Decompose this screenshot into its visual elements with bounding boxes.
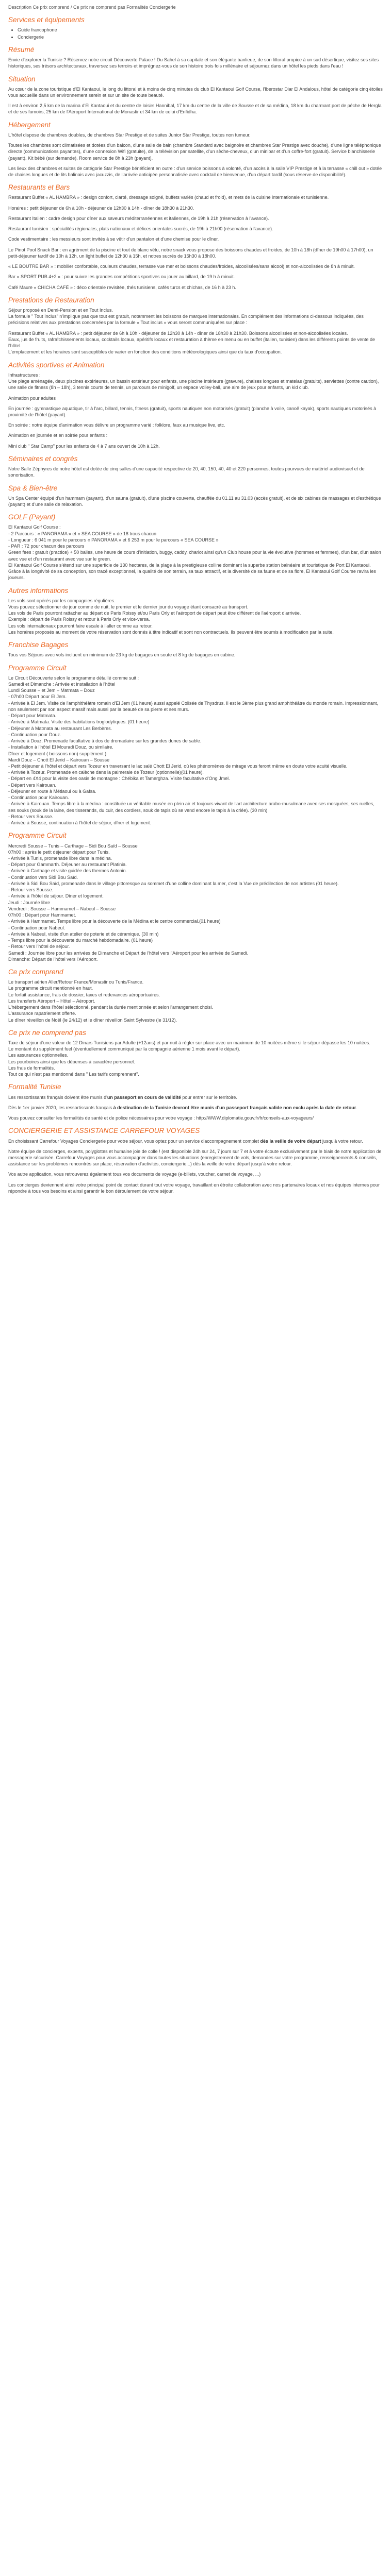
restaurants-paragraph: Restaurant tunisien : spécialités régionales, plats nationaux et délices orientales sucrés, de 19h à 21h00 (réservation à l'avance). xyxy=(8,226,273,232)
conciergerie-paragraph: Notre équipe de concierges, experts, polyglottes et humaine joie de colle ! (est disponible 24h sur 24, 7 jours sur 7 et à votre écoute exclusivement par le biais de notre application de messagerie sécurisée. Carrefour Voyages pour vous accompagner dans toutes les situations (enregistrement de vols, demandes sur votre programme, renseignements & conseils, assistance sur les problèmes rencontrés sur place, réservation d'activités, conciergerie...) dès la veille de votre départ jusqu'à votre retour. xyxy=(8,1148,382,1167)
programme-line: - Départ en 4X4 pour la visite des oasis de montagne : Chébika et Tamerghza. Visite facultative d'Ong Jmel. xyxy=(8,776,230,782)
conciergerie-text: jusqu'à votre retour. xyxy=(321,1138,363,1144)
prestations-paragraph: L'emplacement et les horaires sont susceptibles de varier en fonction des conditions météorologiques ainsi que du taux d'occupation. xyxy=(8,349,282,355)
programme-line: - Continuation pour Douz. xyxy=(8,732,61,737)
ce-prix-ne-line: Tout ce qui n'est pas mentionné dans " Les tarifs comprennent". xyxy=(8,1072,139,1077)
spa-text: Un Spa Center équipé d'un hammam (payant), d'un sauna (gratuit), d'une piscine couverte, chauffée du 01.11 au 31.03 (accès gratuit), et de six cabines de massages et d'esthétique (payant) et d'une salle de relaxation. xyxy=(8,495,381,507)
restaurants-paragraph: Restaurant Italien : cadre design pour dîner aux saveurs méditerranéennes et italiennes, de 19h à 21h (réservation à l'avance). xyxy=(8,215,269,221)
autres-line: Vous pouvez sélectionner de jour comme de nuit, le premier et le dernier jour du voyage étant consacré au transport. xyxy=(8,604,249,609)
seminaires-title: Séminaires et congrès xyxy=(8,454,78,463)
seminaires-section xyxy=(8,455,383,479)
programme-line: - Retour vers Sousse. xyxy=(8,887,54,893)
programme-line: - Arrivée à Carthage et visite guidée des thermes Antonin. xyxy=(8,868,127,874)
golf-line: El Kantaoui Golf Course s'étend sur une superficie de 130 hectares, de la plage à la prestigieuse colline dominant la superbe station balnéaire et touristique de Port El Kantaoui. xyxy=(8,562,371,568)
programme-line: 07h00 : après le petit déjeuner départ pour Tunis. xyxy=(8,849,110,855)
ce-prix-ne-line: Les pourboires ainsi que les dépenses à caractère personnel. xyxy=(8,1059,135,1064)
activites-paragraph: Infrastructures : xyxy=(8,372,41,378)
list-item: • Conciergerie xyxy=(18,34,383,40)
spa-title: Spa & Bien-être xyxy=(8,484,58,492)
golf-line: Green fees : gratuit (practice) + 50 balles, une heure de cours d'initiation, buggy, caddy, chariot ainsi qu'un Club house pour la vie évolutive (hommes et femmes), d'un bar, d'un salon avec vue et d'un restaurant avec vue sur le green. xyxy=(8,550,381,562)
programme-line: - Arrivée à l'hôtel de séjour. Dîner et logement. xyxy=(8,893,104,899)
restaurants-paragraph: Café Maure « CHICHA CAFÉ » : déco orientale revisitée, thés tunisiens, cafés turcs et chichas, de 16 h à 23 h. xyxy=(8,284,236,290)
ce-prix-line: Le dîner réveillon de Noël (le 24/12) et le dîner réveillon Saint Sylvestre (le 31/12). xyxy=(8,1017,177,1023)
autres-line: Les vols internationaux pourront faire escale à l'aller comme au retour. xyxy=(8,623,153,629)
conciergerie-paragraph xyxy=(8,1138,383,1144)
breadcrumb-tabs[interactable]: Description Ce prix comprend / Ce prix ne comprend pas Formalités Conciergerie xyxy=(8,5,176,10)
restaurants-paragraph: Code vestimentaire : les messieurs sont invités à se vêtir d'un pantalon et d'une chemise pour le dîner. xyxy=(8,236,219,242)
programme-circuit-1-title: Programme Circuit xyxy=(8,664,67,672)
autres-line: Les horaires proposés au moment de votre réservation sont donnés à titre indicatif et sont non contractuels. Ils peuvent être soumis à modification par la suite. xyxy=(8,629,334,635)
programme-line: - Arrivée à Kairouan. Temps libre à la médina : constituée un véritable musée en plein air et toujours vivant de l'art architecture arabo-musulmane avec ses mosquées, ses ruelles, ses souks (souk de la laine, des tisserands, du cuir, des cordiers, souk de tapis où se vend encore le tapis à la criée). (30 min) xyxy=(8,801,374,813)
programme-line: - Arrivée à Matmata. Visite des habitations troglodytiques. (01 heure) xyxy=(8,719,150,725)
prestations-paragraph: Séjour proposé en Demi-Pension et en Tout Inclus. xyxy=(8,307,113,313)
formalite-bold: à destination de la Tunisie devront être munis d'un passeport français valide non exclu après la date de retour xyxy=(113,1105,356,1110)
services-section xyxy=(8,16,383,40)
situation-paragraph: Il est à environ 2,5 km de la marina d'El Kantaoui et du centre de loisirs Hannibal, 17 km du centre de la ville de Sousse et de sa médina, 18 km du charmant port de pêche de Hergla et de ses fumoirs, 25 km de l'Aéroport International de Monastir et 34 km de celui d'Enfidha. xyxy=(8,103,382,115)
programme-line: - Arrivée à Douz. Promenade facultative à dos de dromadaire sur les grandes dunes de sable. xyxy=(8,738,202,744)
activites-paragraph: Animation pour adultes xyxy=(8,395,56,401)
golf-section xyxy=(8,513,383,581)
programme-line: - Temps libre pour la découverte du marché hebdomadaire. (01 heure) xyxy=(8,938,153,943)
ce-prix-ne-line: Les assurances optionnelles. xyxy=(8,1053,69,1058)
restaurants-title: Restaurants et Bars xyxy=(8,183,70,192)
golf-line: - 2 Parcours : « PANORAMA » et « SEA COURSE » de 18 trous chacun xyxy=(8,531,156,536)
programme-line: Le Circuit Découverte selon le programme détaillé comme suit : xyxy=(8,675,139,681)
spa-section xyxy=(8,484,383,508)
activites-title: Activités sportives et Animation xyxy=(8,361,105,369)
ce-prix-ne-line: Taxe de séjour d'une valeur de 12 Dinars Tunisiens par Adulte (+12ans) et par nuit à régler sur place avec un maximum de 10 nuitées même si le séjour dépasse les 10 nuitées. xyxy=(8,1040,370,1046)
programme-line: Dîner et logement ( boissons non) supplément ) xyxy=(8,751,107,756)
restaurants-paragraph: Restaurant Buffet « AL HAMBRA » : design confort, clarté, dressage soigné, buffets variés (chaud et froid), et mets de la cuisine internationale et tunisienne. xyxy=(8,195,329,200)
services-list xyxy=(8,27,383,40)
seminaires-text: Notre Salle Zéphyres de notre hôtel est dotée de cinq salles d'une capacité respective de 20, 40, 150, 40, 40 et 220 personnes, toutes pourvues de matériel audiovisuel et de sonorisation. xyxy=(8,466,365,478)
programme-line: - Déjeuner en route à Métlaoui ou à Gafsa. xyxy=(8,788,96,794)
franchise-section xyxy=(8,641,383,658)
programme-line: Samedi et Dimanche : Arrivée et installation à l'hôtel xyxy=(8,681,116,687)
formalite-bold: un passeport en cours de validité xyxy=(107,1094,181,1100)
conciergerie-section xyxy=(8,1127,383,1194)
franchise-text: Tous vos Séjours avec vols incluent un minimum de 23 kg de bagages en soute et 8 kg de bagages en cabine. xyxy=(8,652,236,658)
programme-line: Jeudi : Journée libre xyxy=(8,900,51,905)
ce-prix-line: L'assurance rapatriement offerte. xyxy=(8,1011,76,1016)
programme-line: Samedi : Journée libre pour les arrivées de Dimanche et Départ de l'hôtel vers l'Aéroport pour les arrivée de Samedi. xyxy=(8,950,249,956)
page-content xyxy=(0,0,391,1211)
prestations-paragraph: Restaurant Buffet « AL HAMBRA » : petit déjeuner de 6h à 10h - déjeuner de 12h30 à 14h - dîner de 18h30 à 21h30. Boissons alcoolisées et non-alcoolisées locales. xyxy=(8,330,348,336)
golf-line: - PAR : 72 pour chacun des parcours xyxy=(8,544,85,549)
programme-line: - Retour vers Sousse. xyxy=(8,814,54,819)
programme-line: - Arrivée à Tunis, promenade libre dans la médina. xyxy=(8,856,112,861)
programme-line: Mardi Douz – Chott El Jerid – Kairouan – Sousse xyxy=(8,757,110,762)
programme-line: - Arrivée à Nabeul, visite d'un atelier de poterie et de céramique. (30 min) xyxy=(8,931,159,937)
formalite-paragraph xyxy=(8,1105,383,1111)
ce-prix-line: Les transferts Aéroport – Hôtel – Aéroport. xyxy=(8,998,95,1004)
autres-line: Exemple : départ de Paris Roissy et retour à Paris Orly et vice-versa. xyxy=(8,617,150,622)
programme-line: - Déjeuner à Matmata au restaurant Les Berbères. xyxy=(8,725,112,731)
programme-line: Vendredi : Sousse – Hammamet – Nabeul – Sousse xyxy=(8,906,116,911)
autres-title: Autres informations xyxy=(8,586,69,595)
hebergement-paragraph: L'hôtel dispose de chambres doubles, de chambres Star Prestige et de suites Junior Star Prestige, toutes non fumeur. xyxy=(8,132,251,138)
activites-section xyxy=(8,361,383,449)
programme-line: - Départ pour Matmata. xyxy=(8,713,57,719)
programme-line: - Arrivée à Hammamet. Temps libre pour la découverte de la Médina et le centre commercial.(01 heure) xyxy=(8,919,221,924)
activites-paragraph: Une plage aménagée, deux piscines extérieures, un bassin extérieur pour enfants, une piscine intérieure (gravure), chaises longues et matelas (gratuits), serviettes (contre caution), une salle de fitness (8h – 18h), 3 tennis courts de tennis, un parcours de minigolf, un espace volley-ball, une aire de jeux pour enfants, un kid club. xyxy=(8,379,379,391)
activites-paragraph: En soirée : notre équipe d'animation vous délivre un programme varié : folklore, faux au musique live, etc. xyxy=(8,422,225,428)
programme-line: Lundi Sousse – et Jem – Matmata – Douz xyxy=(8,688,95,693)
programme-line: - Arrivée à Sidi Bou Saïd, promenade dans le village pittoresque au sommet d'une colline dominant la mer, c'est la Vue de prédilection de nos artistes (01 heure). xyxy=(8,880,339,886)
formalite-link-paragraph[interactable]: Vous pouvez consulter les formalités de santé et de police nécessaires pour votre voyage : http://WWW.diplomatie.gouv.fr/fr/conseils-aux-voyageurs/ xyxy=(8,1115,314,1121)
ce-prix-line: L'hébergement dans l'hôtel sélectionné, pendant la durée mentionnée et selon l'arrangement choisi. xyxy=(8,1005,213,1010)
conciergerie-title: CONCIERGERIE ET ASSISTANCE CARREFOUR VOYAGES xyxy=(8,1127,200,1135)
hebergement-paragraph: Toutes les chambres sont climatisées et dotées d'un balcon, d'une salle de bain (chambre Standard avec baignoire et chambres Star Prestige avec douche), d'une ligne téléphonique directe (communications payantes), d'une connexion Wifi (gratuite), de la télévision par satellite, d'un sèche-cheveux, d'un minibar et d'un coffre-fort (gratuit). Service blanchisserie (payant). Kit bébé (sur demande). Room service de 8h à 23h (payant). xyxy=(8,143,381,161)
ce-prix-ne-line: Les frais de formalités. xyxy=(8,1065,55,1071)
conciergerie-bold: dès la veille de votre départ xyxy=(260,1138,321,1144)
services-title: Services et équipements xyxy=(8,16,85,24)
situation-paragraph: Au cœur de la zone touristique d'El Kantaoui, le long du littoral et à moins de cinq minutes du club El Kantaoui Golf Course, l'Iberostar Diar El Andalous, hôtel de catégorie cinq étoiles vous accueille dans un environnement serein et sur un site de toute beauté. xyxy=(8,86,383,98)
prestations-title: Prestations de Restauration xyxy=(8,296,94,304)
golf-title: GOLF (Payant) xyxy=(8,513,56,521)
programme-line: - Installation à l'hôtel El Mouradi Douz, ou similaire. xyxy=(8,744,113,750)
programme-line: - 07h00 Départ pour El Jem. xyxy=(8,694,67,700)
list-item: • Guide francophone xyxy=(18,27,383,33)
golf-line: El Kantaoui Golf Course : xyxy=(8,524,61,530)
conciergerie-paragraph: Les concierges deviennent ainsi votre principal point de contact durant tout votre voyage, travaillant en étroite collaboration avec nos partenaires locaux et nos équipes internes pour répondre à tous vos besoins et ainsi garantir le bon déroulement de votre séjour. xyxy=(8,1182,380,1194)
resume-text: Envie d'explorer la Tunisie ? Réservez notre circuit Découverte Palace ! Du Sahel à sa capitale et son élégante banlieue, de son littoral propice à un sud désertique, visitez ses sites historiques, ses trésors architecturaux, traversez ses terroirs et imprégnez-vous de son histoire trois fois millénaire et séjournez dans un hôtel les pieds dans l'eau ! xyxy=(8,57,379,69)
ce-prix-line: Le forfait assistance, frais de dossier, taxes et redevances aéroportuaires. xyxy=(8,992,160,997)
autres-line: Les vols de Paris pourront rattacher au départ de Paris Roissy et/ou Paris Orly et l'aéroport de départ peut être différent de l'aéroport d'arrivée. xyxy=(8,611,301,616)
ce-prix-ne-line: Le montant du supplément fuel (éventuellement communiqué par la compagnie aérienne 1 mois avant le départ). xyxy=(8,1046,240,1052)
activites-paragraph: En journée : gymnastique aquatique, tir à l'arc, billard, tennis, fitness (gratuit), sports nautiques non motorisés (gratuit) (planche à voile, canoë kayak), sports nautiques motorisés à proximité de l'hôtel (payant). xyxy=(8,405,377,417)
resume-title: Résumé xyxy=(8,45,35,54)
formalite-text: pour entrer sur le territoire. xyxy=(181,1094,237,1100)
programme-line: - Petit déjeuner à l'hôtel et départ vers Tozeur en traversant le lac salé Chott El Jerid, où les phénomènes de mirage vous feront même en doute votre acuité visuelle. xyxy=(8,764,348,769)
golf-line: - Longueur : 6 041 m pour le parcours « PANORAMA » et 6 253 m pour le parcours « SEA COURSE » xyxy=(8,537,219,543)
formalite-text: Les ressortissants français doivent être munis d' xyxy=(8,1094,107,1100)
conciergerie-text: En choisissant Carrefour Voyages Conciergerie pour votre séjour, vous optez pour un service d'accompagnement complet xyxy=(8,1138,260,1144)
programme-circuit-2-section xyxy=(8,832,383,962)
autres-line: Les vols sont opérés par les compagnies régulières. xyxy=(8,598,116,603)
hebergement-paragraph: Les lieux des chambres et suites de catégorie Star Prestige bénéficient en outre : d'un service boissons à volonté, d'un accès à la salle VIP Prestige et à la terrasse « chill out » dotée de chaises longues et de lits balinais avec jacuzzis, de l'arrivée anticipée personnalisée avec cocktail de bienvenue, d'un départ tardif (sous réserve de disponibilité). xyxy=(8,165,382,178)
programme-line: 07h00 : Départ pour Hammamet. xyxy=(8,912,76,918)
situation-title: Situation xyxy=(8,75,36,83)
programme-line: - Arrivée à El Jem. Visite de l'amphithéâtre romain d'El Jem (01 heure) aussi appelé Colisée de Thysdrus. Il est le 3ème plus grand amphithéâtre du monde romain. Impressionnant, non seulement par son aspect massif mais aussi par la beauté de sa pierre et ses murs. xyxy=(8,700,378,712)
prestations-paragraph: Eaux, jus de fruits, rafraîchissements locaux, cocktails locaux, apéritifs locaux et restauration à thème en menu ou en buffet (italien, tunisien) dans les différents points de vente de l'hôtel. xyxy=(8,336,376,349)
programme-line: - Arrivée à Sousse, continuation à l'hôtel de séjour, dîner et logement. xyxy=(8,820,151,826)
restaurants-section xyxy=(8,183,383,291)
formalite-text: Dès le 1er janvier 2020, les ressortissants français xyxy=(8,1105,113,1110)
prestations-section xyxy=(8,296,383,355)
programme-line: - Continuation pour Kairouan. xyxy=(8,795,69,801)
programme-line: - Arrivée à Tozeur. Promenade en calèche dans la palmeraie de Tozeur (optionnelle)(01 heure). xyxy=(8,770,204,775)
ce-prix-comprend-section xyxy=(8,968,383,1023)
programme-line: - Départ vers Kairouan. xyxy=(8,782,57,788)
programme-circuit-1-section xyxy=(8,664,383,826)
ce-prix-line: Le transport aérien Aller/Retour France/Monastir ou Tunis/France. xyxy=(8,979,144,985)
formalite-title: Formalité Tunisie xyxy=(8,1083,61,1091)
hebergement-title: Hébergement xyxy=(8,121,51,129)
franchise-title: Franchise Bagages xyxy=(8,641,69,649)
programme-line: - Retour vers l'hôtel de séjour. xyxy=(8,944,70,950)
programme-line: Dimanche: Départ de l'hôtel vers l'Aéroport. xyxy=(8,956,98,962)
golf-line: Grâce à la longévité de sa conception, son tracé exceptionnel, la qualité de son terrain, sa taux attractif, et la diversité de sa faune et de sa flore, El Kantaoui Golf Course ravira les joueurs. xyxy=(8,569,376,581)
programme-line: - Continuation vers Sidi Bou Saïd. xyxy=(8,874,78,880)
restaurants-paragraph: Horaires : petit déjeuner de 6h à 10h - déjeuner de 12h30 à 14h - dîner de 18h30 à 21h30. xyxy=(8,205,194,211)
situation-section xyxy=(8,75,383,115)
autres-section xyxy=(8,587,383,636)
prestations-paragraph: La formule " Tout Inclus" n'implique pas que tout est gratuit, notamment les boissons de marques internationales. En complément des informations ci-dessous indiquées, des précisions relatives aux prestations concernées par la formule « Tout inclus » vous seront communiquées sur place : xyxy=(8,314,364,326)
restaurants-paragraph: « LE BOUTRE BAR » : mobilier confortable, couleurs chaudes, terrasse vue mer et boissons chaudes/froides, alcoolisées/sans alcool) et non-alcoolisées de 8h à minuit. xyxy=(8,264,355,269)
programme-line: - Continuation pour Nabeul. xyxy=(8,925,66,930)
restaurants-paragraph: Bar « SPORT PUB 4+2 » : pour suivre les grandes compétitions sportives ou jouer au billard, de 19 h à minuit. xyxy=(8,274,235,280)
hebergement-section xyxy=(8,121,383,178)
formalite-paragraph xyxy=(8,1094,383,1100)
ce-prix-comprend-title: Ce prix comprend xyxy=(8,968,63,976)
restaurants-paragraph: Le Pinot Pool Snack Bar : en agrément de la piscine et tout de blanc vêtu, notre snack vous propose des boissons chaudes et froides, de 10h à 18h (dîner de 19h00 à 17h00), un petit-déjeuner tardif de 10h à 12h, un light buffet de 12h30 à 15h, et notres sucrés de 15h30 à 18h00. xyxy=(8,247,373,259)
programme-line: - Départ pour Gammarth. Déjeuner au restaurant Platinia. xyxy=(8,862,127,868)
programme-line: Mercredi Sousse – Tunis – Carthage – Sidi Bou Saïd – Sousse xyxy=(8,843,138,849)
activites-paragraph: Mini club " Star Camp" pour les enfants de 4 à 7 ans ouvert de 10h à 12h. xyxy=(8,443,160,449)
ce-prix-ne-comprend-pas-section xyxy=(8,1029,383,1078)
conciergerie-paragraph: Vos autre application, vous retrouverez également tous vos documents de voyage (e-billets, voucher, carnet de voyage, ...) xyxy=(8,1172,261,1177)
ce-prix-line: Le programme circuit mentionné en haut. xyxy=(8,986,93,991)
programme-circuit-2-title: Programme Circuit xyxy=(8,832,67,840)
ce-prix-ne-comprend-pas-title: Ce prix ne comprend pas xyxy=(8,1028,86,1037)
activites-paragraph: Animation en journée et en soirée pour enfants : xyxy=(8,433,108,438)
resume-section xyxy=(8,46,383,70)
formalite-section xyxy=(8,1083,383,1121)
formalite-text: . xyxy=(356,1105,357,1110)
